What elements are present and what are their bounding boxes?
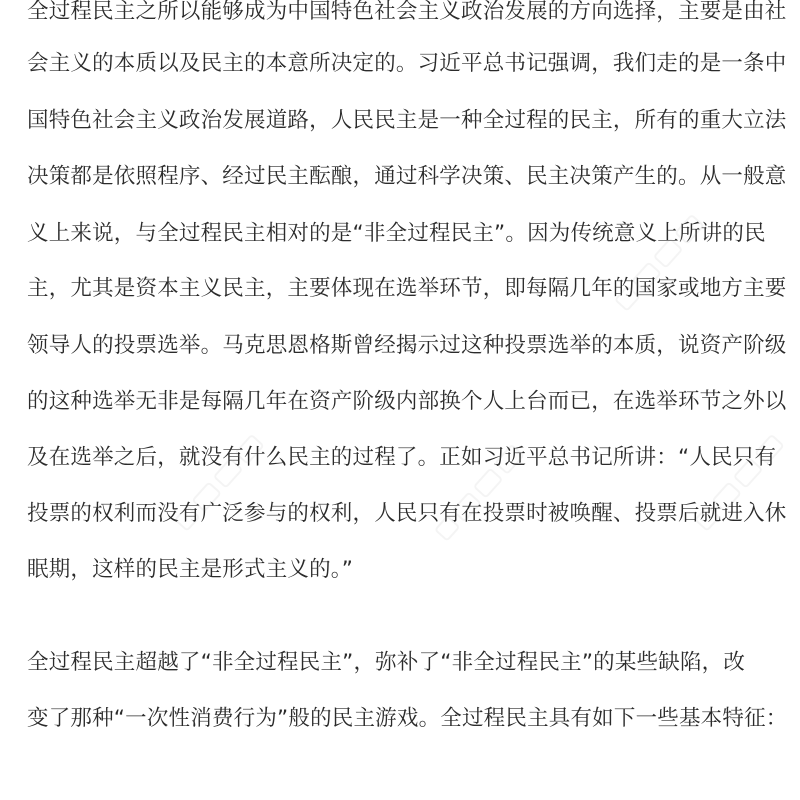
paragraph-2-line-1: 全过程民主超越了“非全过程民主”，弥补了“非全过程民主”的某些缺陷，改 <box>27 650 746 675</box>
paragraph-1-line-2: 会主义的本质以及民主的本意所决定的。习近平总书记强调，我们走的是一条中 <box>27 51 787 76</box>
paragraph-1-line-3: 国特色社会主义政治发展道路，人民民主是一种全过程的民主，所有的重大立法 <box>27 108 787 133</box>
paragraph-1-line-5: 义上来说，与全过程民主相对的是“非全过程民主”。因为传统意义上所讲的民 <box>27 221 766 246</box>
paragraph-1-line-10: 投票的权利而没有广泛参与的权利，人民只有在投票时被唤醒、投票后就进入休 <box>27 501 787 526</box>
paragraph-1-line-9: 及在选举之后，就没有什么民主的过程了。正如习近平总书记所讲：“人民只有 <box>27 445 777 470</box>
paragraph-1-line-6: 主，尤其是资本主义民主，主要体现在选举环节，即每隔几年的国家或地方主要 <box>27 276 787 301</box>
paragraph-1-line-4: 决策都是依照程序、经过民主酝酿，通过科学决策、民主决策产生的。从一般意 <box>27 164 787 189</box>
paragraph-1-line-1: 全过程民主之所以能够成为中国特色社会主义政治发展的方向选择，主要是由社 <box>27 0 787 24</box>
paragraph-1-line-8: 的这种选举无非是每隔几年在资产阶级内部换个人上台而已，在选举环节之外以 <box>27 389 787 414</box>
paragraph-1-line-7: 领导人的投票选举。马克思恩格斯曾经揭示过这种投票选举的本质，说资产阶级 <box>27 333 787 358</box>
paragraph-2-line-2: 变了那种“一次性消费行为”般的民主游戏。全过程民主具有如下一些基本特征： <box>27 706 788 731</box>
paragraph-1-line-11: 眠期，这样的民主是形式主义的。” <box>27 557 354 582</box>
